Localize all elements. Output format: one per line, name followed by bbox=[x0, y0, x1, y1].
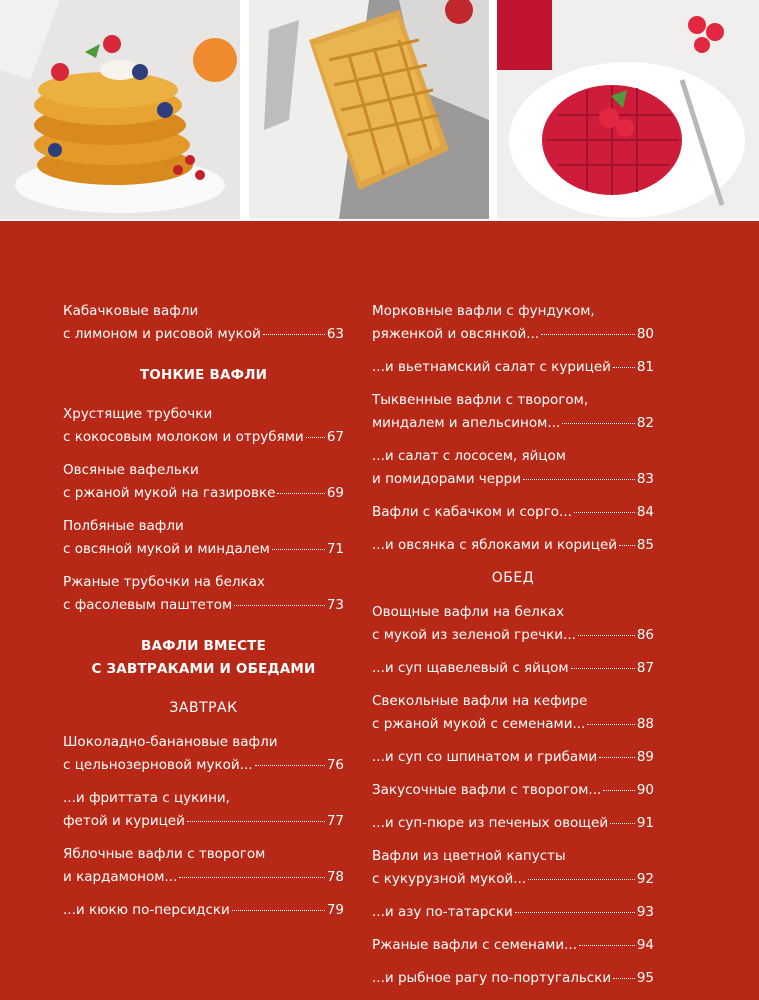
dot-leader bbox=[562, 423, 635, 424]
entry-title-line: ряженкой и овсянкой... bbox=[372, 326, 540, 342]
page-number: 91 bbox=[636, 815, 654, 831]
toc-entry[interactable] bbox=[63, 571, 344, 617]
dot-leader bbox=[232, 910, 325, 911]
page-number: 67 bbox=[326, 429, 344, 445]
toc-entry[interactable] bbox=[372, 501, 654, 524]
toc-left-column bbox=[63, 300, 344, 932]
dot-leader bbox=[613, 367, 635, 368]
dot-leader bbox=[306, 437, 325, 438]
heading-line: ТОНКИЕ ВАФЛИ bbox=[139, 367, 268, 383]
toc-entry[interactable] bbox=[372, 389, 654, 435]
entry-title-line: Вафли из цветной капусты bbox=[372, 848, 566, 864]
entry-title-line: Кабачковые вафли bbox=[63, 303, 199, 319]
toc-entry[interactable] bbox=[63, 787, 344, 833]
entry-last-line bbox=[63, 538, 344, 561]
subsection-heading bbox=[63, 697, 344, 719]
dot-leader bbox=[599, 757, 635, 758]
entry-last-line bbox=[372, 534, 654, 557]
entry-last-line bbox=[372, 967, 654, 990]
entry-title-line: миндалем и апельсином... bbox=[372, 415, 561, 431]
entry-last-line bbox=[372, 934, 654, 957]
toc-entry[interactable] bbox=[372, 779, 654, 802]
heading-line: ВАФЛИ ВМЕСТЕ bbox=[140, 638, 267, 654]
page-number: 84 bbox=[636, 504, 654, 520]
waffle-stack-image bbox=[0, 0, 240, 219]
entry-last-line bbox=[63, 482, 344, 505]
entry-last-line bbox=[372, 713, 654, 736]
toc-entry[interactable] bbox=[63, 403, 344, 449]
page-number: 90 bbox=[636, 782, 654, 798]
toc-entry[interactable] bbox=[372, 657, 654, 680]
page-number: 85 bbox=[636, 537, 654, 553]
dot-leader bbox=[619, 545, 635, 546]
toc-entry[interactable] bbox=[63, 515, 344, 561]
page-number: 76 bbox=[326, 757, 344, 773]
entry-last-line bbox=[63, 426, 344, 449]
subsection-heading bbox=[372, 567, 654, 589]
entry-title-line: с фасолевым паштетом bbox=[63, 597, 233, 613]
entry-title-line: ...и азу по-татарски bbox=[372, 904, 513, 920]
entry-title-line: Тыквенные вафли с творогом, bbox=[372, 392, 589, 408]
entry-last-line bbox=[63, 594, 344, 617]
entry-title-line: Хрустящие трубочки bbox=[63, 406, 213, 422]
dot-leader bbox=[272, 549, 325, 550]
page-number: 81 bbox=[636, 359, 654, 375]
page-number: 86 bbox=[636, 627, 654, 643]
dot-leader bbox=[578, 635, 635, 636]
toc-entry[interactable] bbox=[372, 300, 654, 346]
heading-line: ОБЕД bbox=[491, 570, 535, 586]
entry-title-line: Ржаные трубочки на белках bbox=[63, 574, 265, 590]
section-heading bbox=[63, 364, 344, 387]
page-number: 69 bbox=[326, 485, 344, 501]
entry-last-line bbox=[63, 754, 344, 777]
entry-last-line bbox=[372, 868, 654, 891]
entry-last-line bbox=[372, 901, 654, 924]
dot-leader bbox=[587, 724, 634, 725]
entry-last-line bbox=[63, 810, 344, 833]
entry-title-line: Яблочные вафли с творогом bbox=[63, 846, 266, 862]
page-number: 82 bbox=[636, 415, 654, 431]
newspaper-waffles-photo bbox=[249, 0, 489, 219]
dot-leader bbox=[263, 334, 325, 335]
page-number: 73 bbox=[326, 597, 344, 613]
entry-title-line: и кардамоном... bbox=[63, 869, 178, 885]
entry-title-line: Полбяные вафли bbox=[63, 518, 184, 534]
toc-entry[interactable] bbox=[372, 845, 654, 891]
section-heading bbox=[63, 635, 344, 681]
entry-title-line: и помидорами черри bbox=[372, 471, 521, 487]
page-number: 92 bbox=[636, 871, 654, 887]
toc-entry[interactable] bbox=[372, 690, 654, 736]
page-number: 77 bbox=[326, 813, 344, 829]
entry-title-line: Овощные вафли на белках bbox=[372, 604, 565, 620]
dot-leader bbox=[187, 821, 325, 822]
entry-title-line: ...и салат с лососем, яйцом bbox=[372, 448, 566, 464]
entry-last-line bbox=[63, 866, 344, 889]
page-number: 88 bbox=[636, 716, 654, 732]
page-number: 87 bbox=[636, 660, 654, 676]
toc-entry[interactable] bbox=[372, 812, 654, 835]
dot-leader bbox=[541, 334, 635, 335]
entry-last-line bbox=[372, 356, 654, 379]
page-number: 83 bbox=[636, 471, 654, 487]
toc-entry[interactable] bbox=[63, 899, 344, 922]
dot-leader bbox=[523, 479, 635, 480]
dot-leader bbox=[603, 790, 635, 791]
page-number: 71 bbox=[326, 541, 344, 557]
entry-title-line: с цельнозерновой мукой... bbox=[63, 757, 253, 773]
page-number: 78 bbox=[326, 869, 344, 885]
toc-entry[interactable] bbox=[372, 934, 654, 957]
entry-title-line: с ржаной мукой на газировке bbox=[63, 485, 276, 501]
page-number: 80 bbox=[636, 326, 654, 342]
entry-title-line: ...и суп со шпинатом и грибами bbox=[372, 749, 598, 765]
entry-title-line: с лимоном и рисовой мукой bbox=[63, 326, 261, 342]
entry-last-line bbox=[372, 501, 654, 524]
red-waffle-image bbox=[497, 0, 759, 219]
entry-last-line bbox=[372, 323, 654, 346]
entry-title-line: с ржаной мукой с семенами... bbox=[372, 716, 586, 732]
dot-leader bbox=[255, 765, 325, 766]
entry-title-line: с мукой из зеленой гречки... bbox=[372, 627, 576, 643]
page-number: 94 bbox=[636, 937, 654, 953]
entry-title-line: Морковные вафли с фундуком, bbox=[372, 303, 595, 319]
entry-title-line: фетой и курицей bbox=[63, 813, 185, 829]
entry-last-line bbox=[372, 812, 654, 835]
entry-title-line: Ржаные вафли с семенами... bbox=[372, 937, 577, 953]
entry-title-line: Шоколадно-банановые вафли bbox=[63, 734, 278, 750]
page-number: 93 bbox=[636, 904, 654, 920]
page-number: 63 bbox=[326, 326, 344, 342]
dot-leader bbox=[571, 668, 635, 669]
entry-title-line: ...и кюкю по-персидски bbox=[63, 902, 230, 918]
dot-leader bbox=[574, 512, 635, 513]
dot-leader bbox=[277, 493, 324, 494]
dot-leader bbox=[610, 823, 635, 824]
entry-title-line: ...и вьетнамский салат с курицей bbox=[372, 359, 611, 375]
entry-title-line: ...и суп щавелевый с яйцом bbox=[372, 660, 569, 676]
waffle-stack-photo bbox=[0, 0, 240, 219]
entry-last-line bbox=[63, 899, 344, 922]
dot-leader bbox=[234, 605, 325, 606]
entry-title-line: ...и рыбное рагу по-португальски bbox=[372, 970, 612, 986]
entry-last-line bbox=[372, 412, 654, 435]
toc-entry[interactable] bbox=[372, 746, 654, 769]
entry-last-line bbox=[372, 624, 654, 647]
entry-title-line: ...и суп-пюре из печеных овощей bbox=[372, 815, 609, 831]
entry-title-line: Овсяные вафельки bbox=[63, 462, 199, 478]
entry-title-line: ...и фриттата с цукини, bbox=[63, 790, 230, 806]
dot-leader bbox=[579, 945, 635, 946]
entry-title-line: Свекольные вафли на кефире bbox=[372, 693, 588, 709]
dot-leader bbox=[613, 978, 635, 979]
entry-title-line: с кукурузной мукой... bbox=[372, 871, 527, 887]
entry-title-line: с овсяной мукой и миндалем bbox=[63, 541, 270, 557]
toc-right-column bbox=[372, 300, 654, 1000]
toc-entry[interactable] bbox=[372, 901, 654, 924]
toc-entry[interactable] bbox=[63, 843, 344, 889]
toc-entry[interactable] bbox=[372, 967, 654, 990]
toc-entry[interactable] bbox=[63, 300, 344, 346]
newspaper-waffles-image bbox=[249, 0, 489, 219]
toc-entry[interactable] bbox=[372, 445, 654, 491]
entry-last-line bbox=[372, 779, 654, 802]
toc-entry[interactable] bbox=[372, 356, 654, 379]
entry-last-line bbox=[372, 657, 654, 680]
toc-entry[interactable] bbox=[63, 459, 344, 505]
page-number: 95 bbox=[636, 970, 654, 986]
entry-last-line bbox=[372, 746, 654, 769]
entry-title-line: Закусочные вафли с творогом... bbox=[372, 782, 602, 798]
toc-entry[interactable] bbox=[63, 731, 344, 777]
dot-leader bbox=[528, 879, 635, 880]
page-number: 79 bbox=[326, 902, 344, 918]
heading-line: ЗАВТРАК bbox=[169, 700, 238, 716]
entry-last-line bbox=[63, 323, 344, 346]
dot-leader bbox=[179, 877, 325, 878]
photo-strip bbox=[0, 0, 759, 221]
entry-title-line: Вафли с кабачком и сорго... bbox=[372, 504, 572, 520]
page-number: 89 bbox=[636, 749, 654, 765]
entry-title-line: ...и овсянка с яблоками и корицей bbox=[372, 537, 618, 553]
toc-entry[interactable] bbox=[372, 534, 654, 557]
toc-entry[interactable] bbox=[372, 601, 654, 647]
dot-leader bbox=[515, 912, 635, 913]
entry-title-line: с кокосовым молоком и отрубями bbox=[63, 429, 304, 445]
heading-line: С ЗАВТРАКАМИ И ОБЕДАМИ bbox=[91, 661, 316, 677]
entry-last-line bbox=[372, 468, 654, 491]
red-waffle-photo bbox=[497, 0, 759, 219]
